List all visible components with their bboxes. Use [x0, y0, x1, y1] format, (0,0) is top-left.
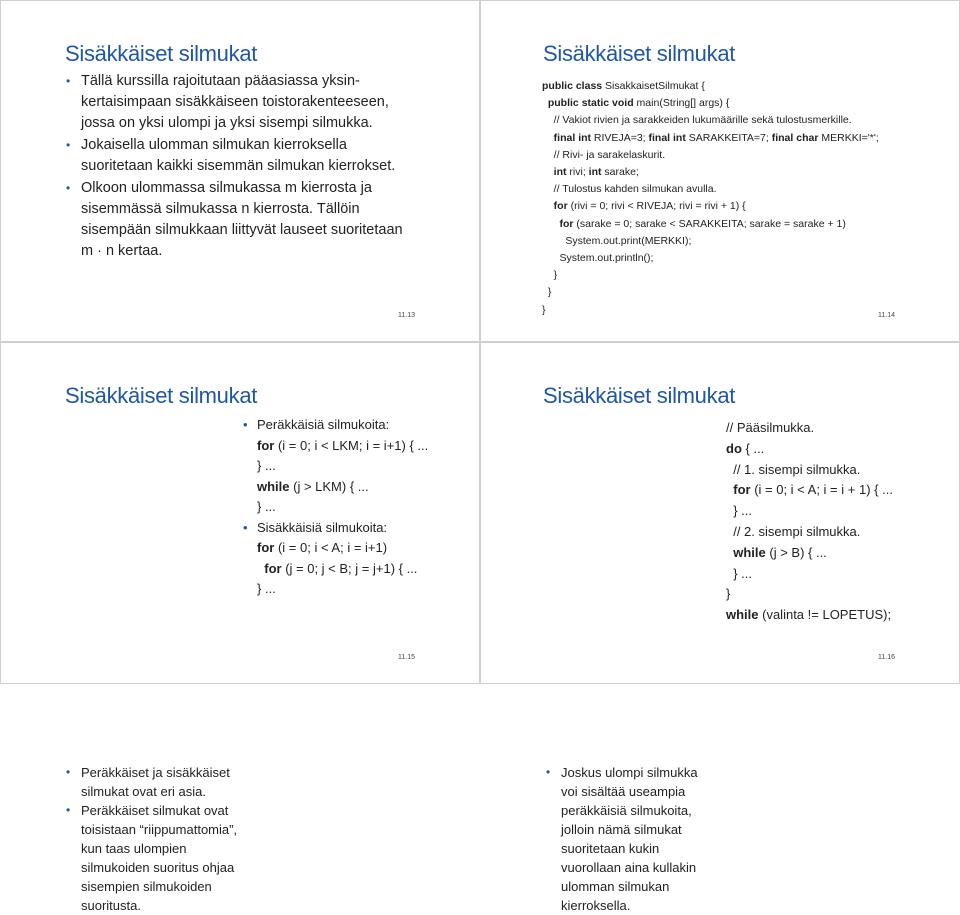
slide-title: Sisäkkäiset silmukat: [543, 383, 736, 408]
code-line: int rivi; int sarake;: [553, 166, 639, 179]
line-text: for (i = 0; i < LKM; i = i+1) { ...: [257, 437, 429, 453]
bullet-list: [545, 763, 698, 915]
page-number: 11.15: [398, 654, 415, 661]
code-line: for (sarake = 0; sarake < SARAKKEITA; sarake = sarake + 1): [559, 217, 846, 230]
code-line: final int RIVEJA=3; final int SARAKKEITA=7; final char MERKKI='*';: [553, 131, 879, 144]
code-line: [257, 477, 428, 498]
slide-title: Sisäkkäiset silmukat: [65, 41, 258, 66]
slide-title: Sisäkkäiset silmukat: [543, 41, 736, 66]
bullet-text: kertaisimpaan sisäkkäiseen toistorakenteeseen,: [81, 94, 389, 110]
bullet-item: [65, 178, 441, 262]
java-code-block: [542, 78, 879, 319]
code-line: do { ...: [726, 440, 765, 456]
code-line: public static void main(String[] args) {: [547, 97, 730, 110]
code-line: [257, 579, 428, 600]
bullet-text: suoritetaan kaikki sisemmän silmukan kierrokset.: [81, 158, 396, 174]
bullet-icon: •: [243, 417, 248, 432]
code-line: [257, 538, 428, 559]
slide-11-13: [0, 0, 480, 342]
bullet-text: silmukat ovat eri asia.: [81, 784, 206, 799]
bullet-text: vuorollaan aina kullakin: [561, 860, 697, 875]
line-text: Peräkkäisiä silmukoita:: [257, 417, 390, 432]
bullet-icon: •: [546, 765, 551, 779]
bullet-text: silmukoiden suoritus ohjaa: [81, 860, 235, 875]
bullet-text: suoritetaan kukin: [561, 841, 660, 856]
code-line: [257, 456, 428, 477]
bullet-item: [65, 135, 441, 177]
bullet-text: Joskus ulompi silmukka: [561, 765, 698, 780]
line-text: } ...: [257, 499, 276, 514]
bullet-text: Tällä kurssilla rajoitutaan pääasiassa yksin-: [81, 73, 360, 89]
code-line: while (j > B) { ...: [733, 544, 827, 560]
code-line: }: [726, 586, 731, 602]
bullet-item: [243, 415, 428, 436]
line-text: for (i = 0; i < A; i = i+1): [257, 540, 388, 555]
code-line: [257, 559, 428, 580]
bullet-text: suoritusta.: [81, 898, 141, 913]
line-text: } ...: [257, 458, 276, 473]
loop-examples: [243, 415, 429, 600]
bullet-text: kun taas ulompien: [81, 841, 187, 856]
line-text: Sisäkkäisiä silmukoita:: [257, 519, 388, 535]
bullet-icon: •: [66, 181, 71, 195]
bullet-text: toisistaan “riippumattomia”,: [81, 822, 238, 837]
slide-title: Sisäkkäiset silmukat: [65, 383, 258, 408]
code-line: } ...: [726, 503, 753, 519]
bullet-text: jossa on yksi ulompi ja yksi sisempi silmukka.: [81, 115, 373, 131]
bullet-icon: •: [66, 74, 71, 88]
bullet-item: [545, 763, 698, 915]
code-line: // 1. sisempi silmukka.: [726, 461, 861, 477]
code-line: // Pääsilmukka.: [726, 420, 815, 435]
code-line: // Rivi- ja sarakelaskurit.: [542, 148, 666, 161]
page-number: 11.13: [398, 312, 415, 319]
code-line: System.out.print(MERKKI);: [542, 234, 692, 247]
bullet-text: m · n kertaa.: [81, 243, 163, 259]
bullet-icon: •: [243, 519, 248, 535]
code-line: [257, 497, 428, 518]
bullet-list: [65, 763, 237, 915]
bullet-text: Peräkkäiset ja sisäkkäiset: [81, 765, 230, 780]
code-line: public class SisakkaisetSilmukat {: [542, 80, 705, 92]
line-text: } ...: [257, 581, 276, 596]
bullet-text: Peräkkäiset silmukat ovat: [81, 803, 229, 818]
code-line: // 2. sisempi silmukka.: [726, 523, 861, 539]
bullet-item: [65, 801, 237, 915]
line-text: for (j = 0; j < B; j = j+1) { ...: [264, 560, 418, 576]
code-line: }: [542, 303, 546, 316]
code-line: // Tulostus kahden silmukan avulla.: [542, 183, 717, 196]
code-line: [257, 436, 428, 457]
code-line: for (rivi = 0; rivi < RIVEJA; rivi = rivi + 1) {: [553, 200, 746, 213]
bullet-text: kierroksella.: [561, 898, 631, 913]
bullet-text: sisempien silmukoiden: [81, 879, 212, 894]
code-line: while (valinta != LOPETUS);: [726, 607, 892, 623]
code-line: // Vakiot rivien ja sarakkeiden lukumäärille sekä tulostusmerkille.: [542, 114, 852, 127]
bullet-icon: •: [66, 803, 71, 817]
bullet-text: sisempään silmukkaan liittyvät lauseet suoritetaan: [81, 222, 403, 238]
bullet-text: ulomman silmukan: [561, 879, 670, 894]
bullet-icon: •: [66, 138, 71, 152]
code-line: for (i = 0; i < A; i = i + 1) { ...: [733, 482, 893, 498]
code-line: }: [542, 269, 558, 282]
bullet-text: Olkoon ulommassa silmukassa m kierrosta ja: [81, 180, 372, 196]
bullet-text: peräkkäisiä silmukoita,: [561, 803, 692, 818]
page-number: 11.16: [878, 654, 895, 661]
bullet-text: jolloin nämä silmukat: [561, 822, 682, 837]
page-number: 11.14: [878, 312, 895, 319]
code-line: } ...: [726, 565, 753, 581]
bullet-item: [243, 518, 428, 539]
bullet-item: [65, 763, 237, 801]
bullet-list: [65, 71, 441, 262]
nested-loop-example: [726, 418, 893, 626]
bullet-text: sisemmässä silmukassa n kierrosta. Tällöin: [81, 201, 360, 217]
bullet-text: voi sisältää useampia: [561, 784, 686, 799]
bullet-icon: •: [66, 765, 71, 779]
line-text: while (j > LKM) { ...: [257, 478, 369, 494]
bullet-text: Jokaisella ulomman silmukan kierroksella: [81, 137, 347, 153]
code-line: System.out.println();: [542, 252, 654, 265]
code-line: }: [542, 286, 552, 299]
bullet-item: [65, 71, 441, 134]
